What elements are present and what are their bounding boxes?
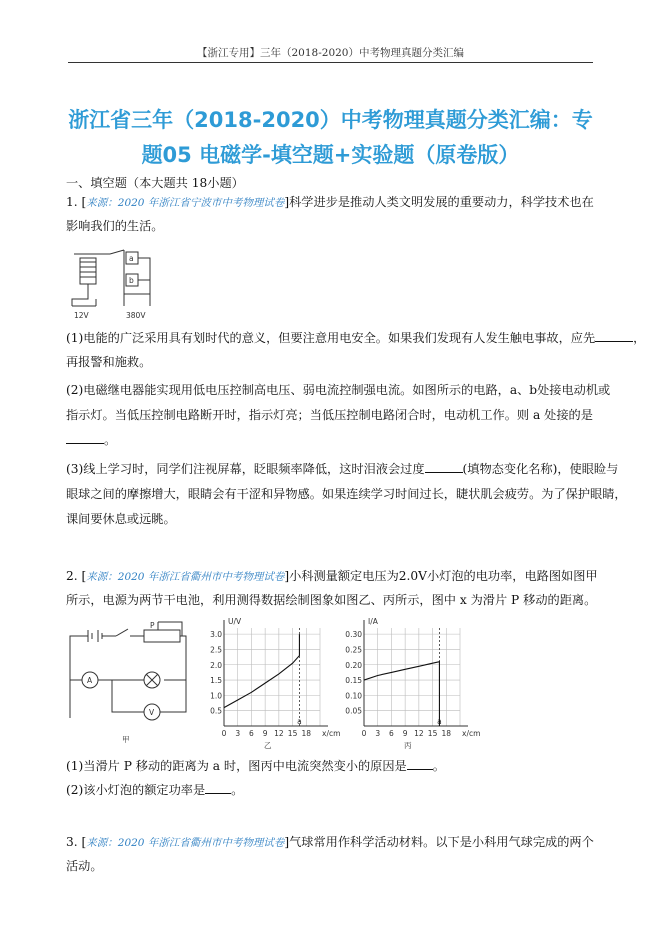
- switch: [116, 629, 128, 636]
- svg-text:V: V: [149, 708, 155, 717]
- x-tick-label: 15: [287, 729, 298, 738]
- q1-relay-circuit-figure: [66, 244, 166, 322]
- q1-part1-blank[interactable]: [595, 330, 633, 342]
- q1-part2-line1: (2)电磁继电器能实现用低电压控制高电压、弱电流控制强电流。如图所示的电路，a、b处接电动机或: [66, 383, 611, 397]
- y-tick-label: 1.5: [210, 676, 222, 686]
- q2-chart-bing: [340, 614, 500, 752]
- marker-label: a: [437, 717, 442, 726]
- y-tick-label: 0.05: [345, 706, 362, 716]
- q3-stem-line1: 3. [来源：2020 年浙江省衢州市中考物理试卷]气球常用作科学活动材料。以下是小科用气球完成的两个: [66, 835, 594, 849]
- y-tick-label: 0.20: [345, 660, 362, 670]
- y-tick-label: 2.5: [210, 645, 222, 655]
- x-tick-label: 3: [375, 729, 381, 738]
- q3-stem-line2: 活动。: [66, 859, 103, 873]
- q1-part2-line2: 指示灯。当低压控制电路断开时，指示灯亮；当低压控制电路闭合时，电动机工作。则 a 处接的是: [66, 408, 593, 422]
- q2-stem-line2: 所示，电源为两节干电池，利用测得数据绘制图象如图乙、丙所示，图中 x 为滑片 P 移动的距离。: [66, 593, 597, 607]
- page-title-line1: 浙江省三年（2018-2020）中考物理真题分类汇编：专: [68, 108, 593, 132]
- label-380v: 380V: [126, 311, 146, 320]
- q1-part1-line1: (1)电能的广泛采用具有划时代的意义，但要注意用电安全。如果我们发现有人发生触电事故，应先 ，: [66, 331, 646, 345]
- page-title-line2: 题05 电磁学-填空题+实验题（原卷版）: [141, 143, 520, 167]
- q1-part3-line2: 眼球之间的摩擦增大，眼睛会有干涩和异物感。如果连续学习时间过长，睫状肌会疲劳。为了保护眼睛，: [66, 487, 627, 501]
- section-heading: 一、填空题（本大题共 18小题）: [66, 176, 244, 190]
- x-tick-label: 6: [389, 729, 394, 738]
- y-tick-label: 0.10: [345, 691, 362, 701]
- q2-stem-line1: 2. [来源：2020 年浙江省衢州市中考物理试卷]小科测量额定电压为2.0V小灯泡的电功率，电路图如图甲: [66, 569, 598, 583]
- y-tick-label: 0.5: [210, 706, 222, 716]
- q1-part3-line1: (3)线上学习时，同学们注视屏幕，眨眼频率降低，这时泪液会过度 (填物态变化名称)，使眼睑与: [66, 462, 619, 476]
- x-axis-label: x/cm: [462, 729, 481, 738]
- header-rule: [68, 62, 593, 63]
- q2-source: 来源：2020 年浙江省衢州市中考物理试卷: [86, 571, 285, 583]
- svg-text:P: P: [150, 621, 155, 630]
- y-tick-label: 1.0: [210, 691, 222, 701]
- x-tick-label: 12: [414, 729, 424, 738]
- x-tick-label: 9: [402, 729, 408, 738]
- q1-part2-blank[interactable]: [66, 432, 104, 444]
- q3-source: 来源：2020 年浙江省衢州市中考物理试卷: [86, 837, 285, 849]
- y-tick-label: 2.0: [210, 660, 222, 670]
- rheostat: [144, 630, 180, 642]
- x-axis-label: x/cm: [322, 729, 340, 738]
- q2-chart-yi: [200, 614, 340, 752]
- series-line: [224, 634, 299, 708]
- q2-part2-blank[interactable]: [205, 782, 231, 794]
- q1-part3-blank[interactable]: [425, 461, 463, 473]
- q2-circuit-figure-jia: [64, 618, 194, 748]
- q1-part1-line2: 再报警和施救。: [66, 355, 152, 369]
- x-tick-label: 0: [361, 729, 367, 738]
- y-tick-label: 0.25: [345, 645, 362, 655]
- x-tick-label: 12: [274, 729, 284, 738]
- q1-part2-line3: 。: [66, 432, 598, 448]
- label-jia: 甲: [122, 735, 130, 744]
- x-tick-label: 9: [262, 729, 268, 738]
- q2-part1: (1)当滑片 P 移动的距离为 a 时，图丙中电流突然变小的原因是 。: [66, 759, 445, 773]
- x-tick-label: 0: [221, 729, 227, 738]
- y-tick-label: 0.30: [345, 630, 362, 640]
- series-line: [364, 662, 439, 726]
- x-tick-label: 18: [441, 729, 452, 738]
- x-tick-label: 15: [427, 729, 438, 738]
- figure-caption: 丙: [404, 741, 412, 750]
- y-tick-label: 0.15: [345, 676, 362, 686]
- label-12v: 12V: [74, 311, 89, 320]
- running-header: 【浙江专用】三年（2018-2020）中考物理真题分类汇编: [197, 47, 464, 59]
- label-a: a: [129, 254, 134, 263]
- q1-stem-line1: 1. [来源：2020 年浙江省宁波市中考物理试卷]科学进步是推动人类文明发展的重要动力，科学技术也在: [66, 195, 594, 209]
- q1-part3-line3: 课间要休息或远眺。: [66, 512, 176, 526]
- q2-part2: (2)该小灯泡的额定功率是 。: [66, 783, 244, 797]
- figure-caption: 乙: [264, 741, 272, 750]
- q2-part1-blank[interactable]: [407, 758, 433, 770]
- label-b: b: [129, 276, 134, 285]
- y-tick-label: 3.0: [210, 630, 222, 640]
- svg-text:A: A: [87, 676, 93, 685]
- x-tick-label: 6: [249, 729, 254, 738]
- marker-label: a: [297, 717, 302, 726]
- y-axis-label: U/V: [228, 617, 242, 626]
- q1-source: 来源：2020 年浙江省宁波市中考物理试卷: [86, 197, 285, 209]
- y-axis-label: I/A: [368, 617, 378, 626]
- q1-stem-line2: 影响我们的生活。: [66, 219, 164, 233]
- x-tick-label: 18: [301, 729, 312, 738]
- x-tick-label: 3: [235, 729, 241, 738]
